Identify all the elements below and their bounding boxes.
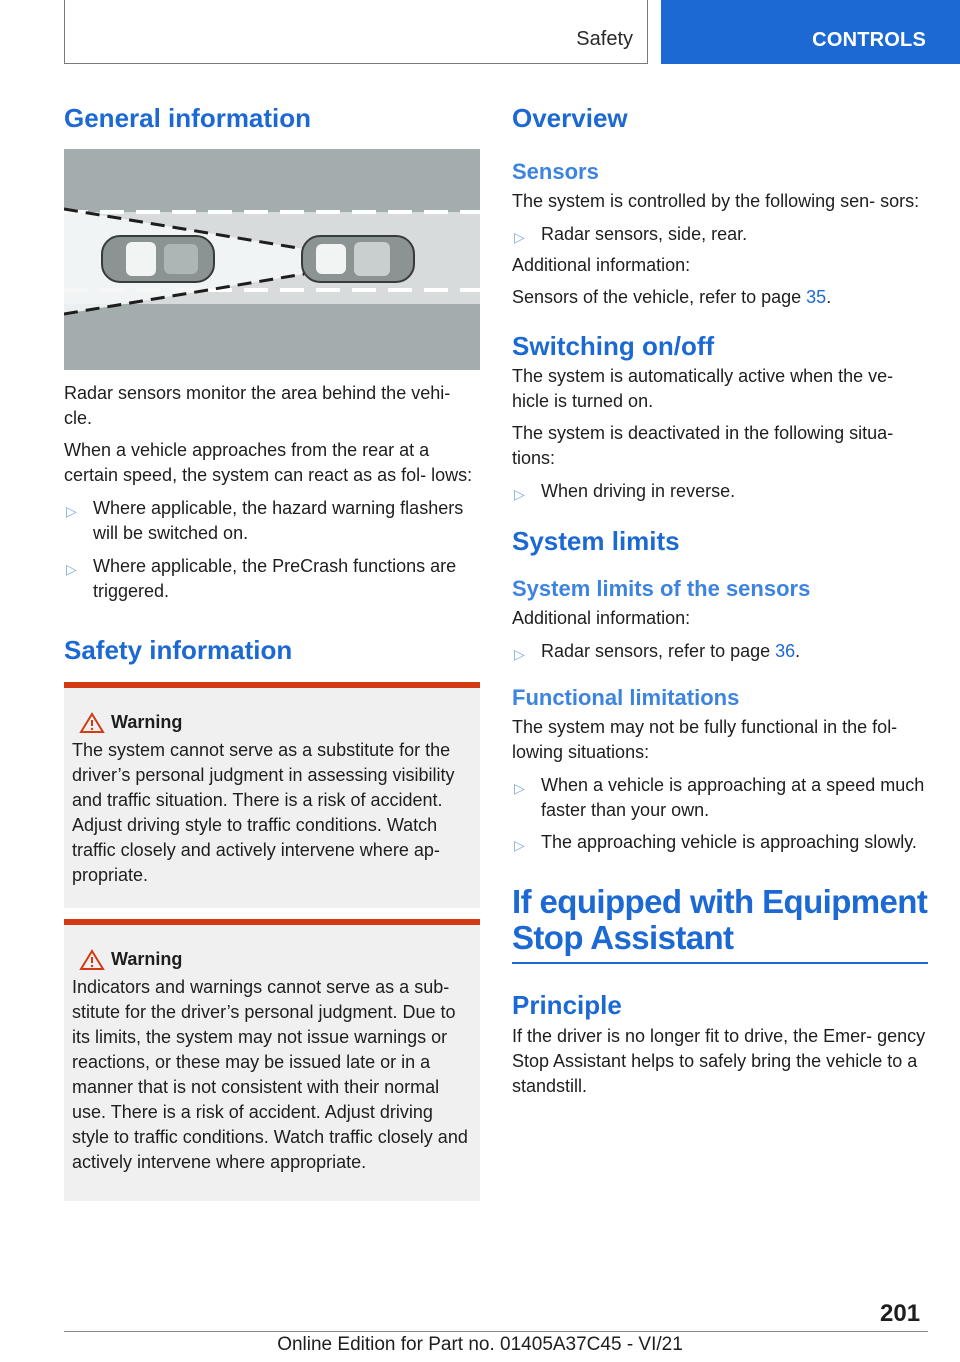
- right-column: [512, 100, 928, 1099]
- equipped-heading-line-1: If equipped with Equipment: [512, 883, 928, 920]
- bullet-triangle-icon: ▷: [514, 780, 525, 796]
- list-item-text: Where applicable, the hazard warning flashers will be switched on.: [93, 498, 464, 543]
- sensor-limits-heading: System limits of the sensors: [512, 576, 811, 601]
- switching-heading: Switching on/off: [512, 331, 715, 361]
- functional-limitations-heading: Functional limitations: [512, 685, 740, 710]
- header-section-tab: [64, 0, 648, 64]
- warning-box: [64, 919, 480, 1201]
- warning-title: Warning: [111, 712, 183, 732]
- page-link-35[interactable]: 35: [806, 287, 827, 307]
- page-number: 201: [880, 1300, 921, 1327]
- rear-car-shape: [302, 236, 414, 282]
- list-item: [64, 554, 480, 604]
- radar-illustration: [64, 149, 480, 370]
- front-car-shape: [102, 236, 214, 282]
- edition-footer: Online Edition for Part no. 01405A37C45 - VI/21: [277, 1334, 683, 1355]
- header-chapter-tab: [661, 0, 960, 64]
- list-item-text: Radar sensors, side, rear.: [541, 224, 748, 244]
- list-item-text: The approaching vehicle is approaching slowly.: [541, 832, 917, 852]
- list-item-text: When a vehicle is approaching at a speed much faster than your own.: [541, 775, 925, 820]
- bullet-triangle-icon: ▷: [514, 229, 525, 245]
- equipped-heading: [512, 884, 928, 956]
- warning-text: The system cannot serve as a substitute for the driver’s personal judgment in assessing visibility and traffic situation. There is a risk of accident. Adjust driving style to traffic conditions. Watch traffic closely and actively intervene where ap‐ propriate.: [72, 740, 455, 885]
- bullet-triangle-icon: ▷: [514, 837, 525, 853]
- principle-heading: Principle: [512, 990, 622, 1020]
- list-item-text: When driving in reverse.: [541, 481, 736, 501]
- list-item: [512, 773, 928, 823]
- list-item: [64, 496, 480, 546]
- equipped-heading-line-2: Stop Assistant: [512, 919, 734, 956]
- sensors-reference-text: Sensors of the vehicle, refer to page: [512, 287, 807, 307]
- additional-info-label: Additional information:: [512, 255, 691, 275]
- header-chapter-label: CONTROLS: [812, 29, 926, 51]
- list-item: [512, 639, 928, 664]
- general-information-heading: General information: [64, 103, 312, 133]
- bullet-triangle-icon: ▷: [66, 561, 77, 577]
- warning-box: [64, 682, 480, 908]
- principle-text: If the driver is no longer fit to drive, the Emer‐ gency Stop Assistant helps to safely bring the vehicle to a standstill.: [512, 1026, 926, 1096]
- bullet-triangle-icon: ▷: [514, 486, 525, 502]
- bullet-triangle-icon: ▷: [66, 503, 77, 519]
- list-item-text: Where applicable, the PreCrash functions are triggered.: [93, 556, 457, 601]
- warning-triangle-icon: [79, 949, 105, 971]
- sensor-limits-info: Additional information:: [512, 608, 691, 628]
- list-item: [512, 830, 928, 855]
- functional-text: The system may not be fully functional in the fol‐ lowing situations:: [512, 717, 898, 762]
- figure-caption: Radar sensors monitor the area behind the vehi‐ cle.: [64, 383, 451, 428]
- bullet-triangle-icon: ▷: [514, 646, 525, 662]
- system-limits-heading: System limits: [512, 526, 680, 556]
- left-column: [64, 100, 480, 1201]
- sensors-reference: Sensors of the vehicle, refer to page 35.: [512, 287, 832, 307]
- page-link-36[interactable]: 36: [775, 641, 796, 661]
- overview-heading: Overview: [512, 103, 628, 133]
- sensors-text: The system is controlled by the following sen‐ sors:: [512, 191, 920, 211]
- switching-text-1: The system is automatically active when the ve‐ hicle is turned on.: [512, 366, 894, 411]
- safety-information-heading: Safety information: [64, 635, 293, 665]
- warning-triangle-icon: [79, 712, 105, 734]
- radar-figure: [64, 149, 480, 370]
- warning-text: Indicators and warnings cannot serve as a sub‐ stitute for the driver’s personal judgment. Due to its limits, the system may not issue warnings or reactions, or these may be issued late or in a manner that is not consistent with their normal use. There is a risk of accident. Adjust driving style to traffic conditions. Watch traffic closely and actively intervene where appropriate.: [72, 977, 468, 1172]
- reaction-paragraph: When a vehicle approaches from the rear at a certain speed, the system can react as as fol‐ lows:: [64, 440, 473, 485]
- header-section-label: Safety: [576, 28, 633, 50]
- footer-divider: [64, 1331, 928, 1332]
- list-item: [512, 222, 928, 247]
- warning-title: Warning: [111, 949, 183, 969]
- list-item-text: Radar sensors, refer to page 36.: [541, 641, 801, 661]
- sensors-heading: Sensors: [512, 159, 599, 184]
- list-item: [512, 479, 928, 504]
- heading-divider: [512, 962, 928, 964]
- switching-text-2: The system is deactivated in the following situa‐ tions:: [512, 423, 894, 468]
